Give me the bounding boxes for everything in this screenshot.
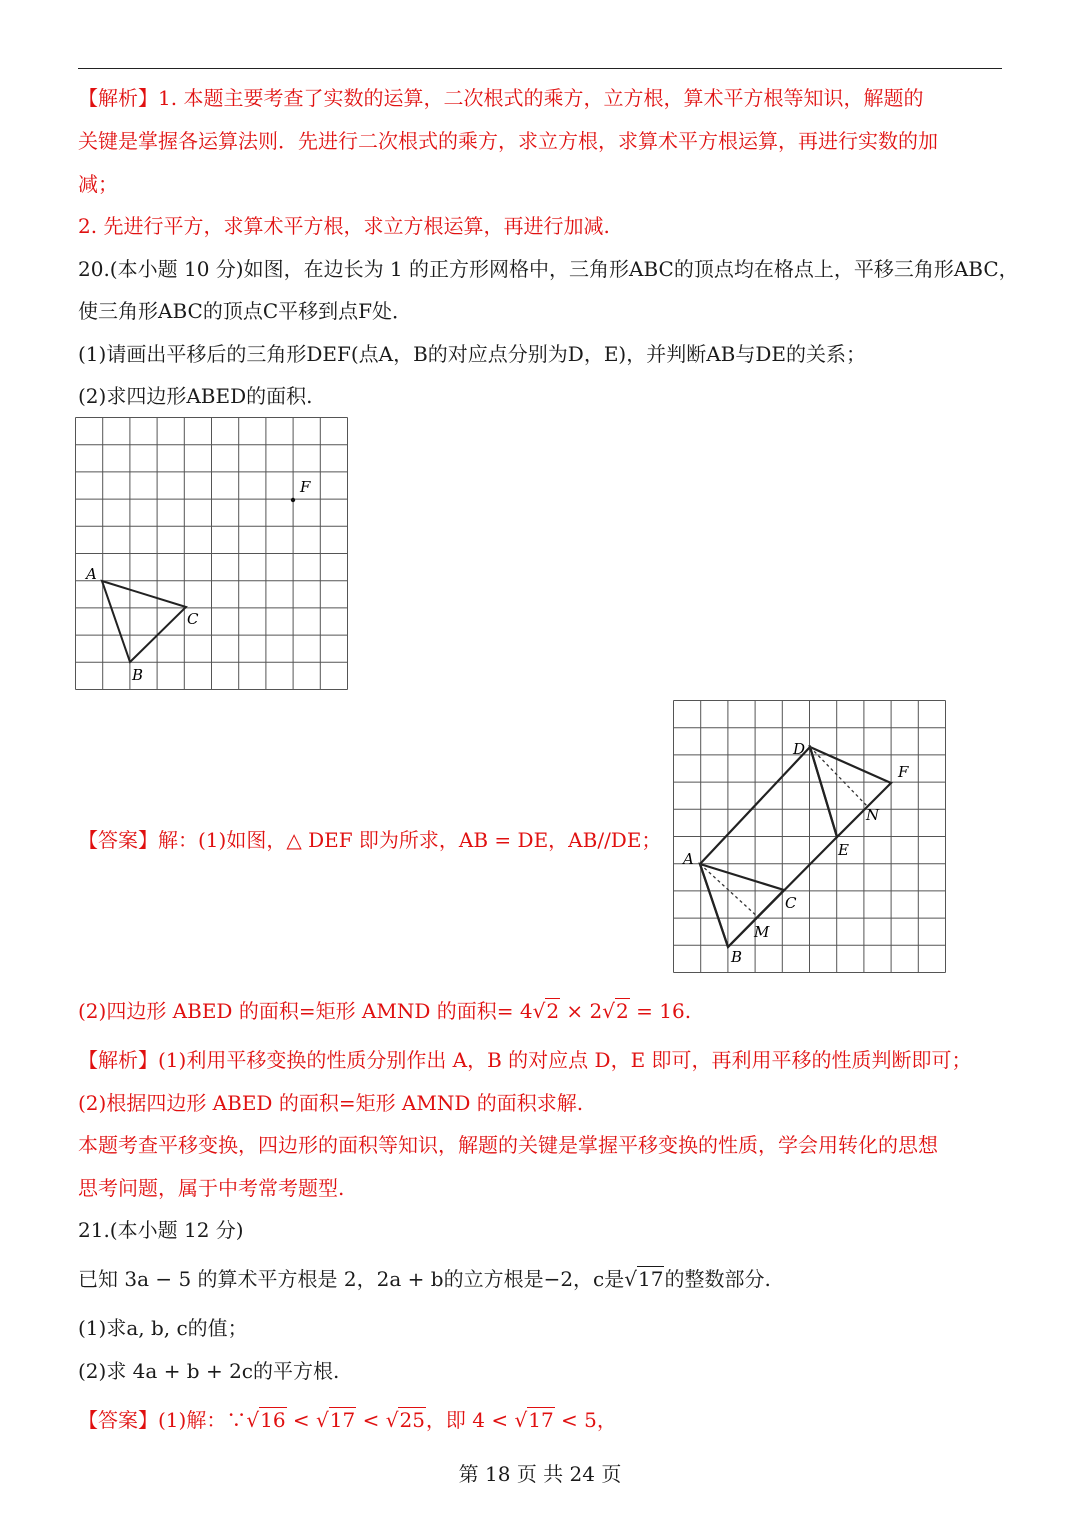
analysis1-line3: 减；: [78, 172, 118, 196]
q21-title: 21.(本小题 12 分): [78, 1218, 244, 1242]
header-rule: [78, 68, 1002, 69]
analysis20-line3: 本题考查平移变换，四边形的面积等知识，解题的关键是掌握平移变换的性质，学会用转化的思想: [78, 1133, 938, 1157]
analysis1-line2: 关键是掌握各运算法则．先进行二次根式的乘方，求立方根，求算术平方根运算，再进行实数的加: [78, 129, 938, 153]
label-a: A: [683, 850, 694, 868]
label-a: A: [86, 565, 97, 583]
label-f: F: [300, 478, 311, 496]
q21-part1: (1)求a, b, c的值；: [78, 1316, 248, 1340]
answer21: 【答案】(1)解：∵√16 < √17 < √25，即 4 < √17 < 5，: [78, 1408, 617, 1432]
label-d: D: [793, 740, 806, 758]
label-b: B: [731, 948, 743, 966]
grid-figure-answer: [672, 699, 952, 979]
label-n: N: [866, 806, 880, 824]
page-footer: 第 18 页 共 24 页: [458, 1462, 622, 1486]
triangle-abc: [700, 864, 784, 947]
label-f: F: [898, 763, 909, 781]
q20-part2: (2)求四边形ABED的面积.: [78, 384, 313, 408]
label-c: C: [785, 894, 797, 912]
grid-figure-question: [74, 416, 354, 696]
q20-line1: 20.(本小题 10 分)如图，在边长为 1 的正方形网格中，三角形ABC的顶点均在格点上，平移三角形ABC，: [78, 257, 1019, 281]
label-b: B: [132, 666, 144, 684]
label-m: M: [754, 923, 770, 941]
analysis20-line4: 思考问题，属于中考常考题型.: [78, 1176, 345, 1200]
triangle-abc: [102, 581, 186, 662]
answer-tag: 【答案】: [78, 828, 158, 852]
analysis20-line1: 【解析】(1)利用平移变换的性质分别作出 A，B 的对应点 D，E 即可，再利用平移的性质判断即可；: [78, 1048, 972, 1072]
q20-part1: (1)请画出平移后的三角形DEF(点A，B的对应点分别为D，E)，并判断AB与DE的关系；: [78, 342, 866, 366]
analysis-tag: 【解析】: [78, 86, 158, 110]
answer20-part1: 【答案】解：(1)如图，△ DEF 即为所求，AB = DE，AB//DE；: [78, 828, 662, 852]
answer20-part2: (2)四边形 ABED 的面积=矩形 AMND 的面积= 4√2 × 2√2 = 16.: [78, 999, 692, 1023]
analysis20-line2: (2)根据四边形 ABED 的面积=矩形 AMND 的面积求解.: [78, 1091, 584, 1115]
analysis1-line4: 2. 先进行平方，求算术平方根，求立方根运算，再进行加减.: [78, 214, 610, 238]
analysis1-line1: 【解析】1. 本题主要考查了实数的运算，二次根式的乘方，立方根，算术平方根等知识，解题的: [78, 86, 924, 110]
quadrilateral-abed: [700, 747, 837, 947]
q21-stem: 已知 3a − 5 的算术平方根是 2，2a + b的立方根是−2，c是√17的整数部分.: [78, 1267, 771, 1291]
point-f: [291, 498, 295, 502]
label-c: C: [187, 610, 199, 628]
label-e: E: [838, 841, 849, 859]
q20-line2: 使三角形ABC的顶点C平移到点F处．: [78, 299, 412, 323]
q21-part2: (2)求 4a + b + 2c的平方根.: [78, 1359, 340, 1383]
